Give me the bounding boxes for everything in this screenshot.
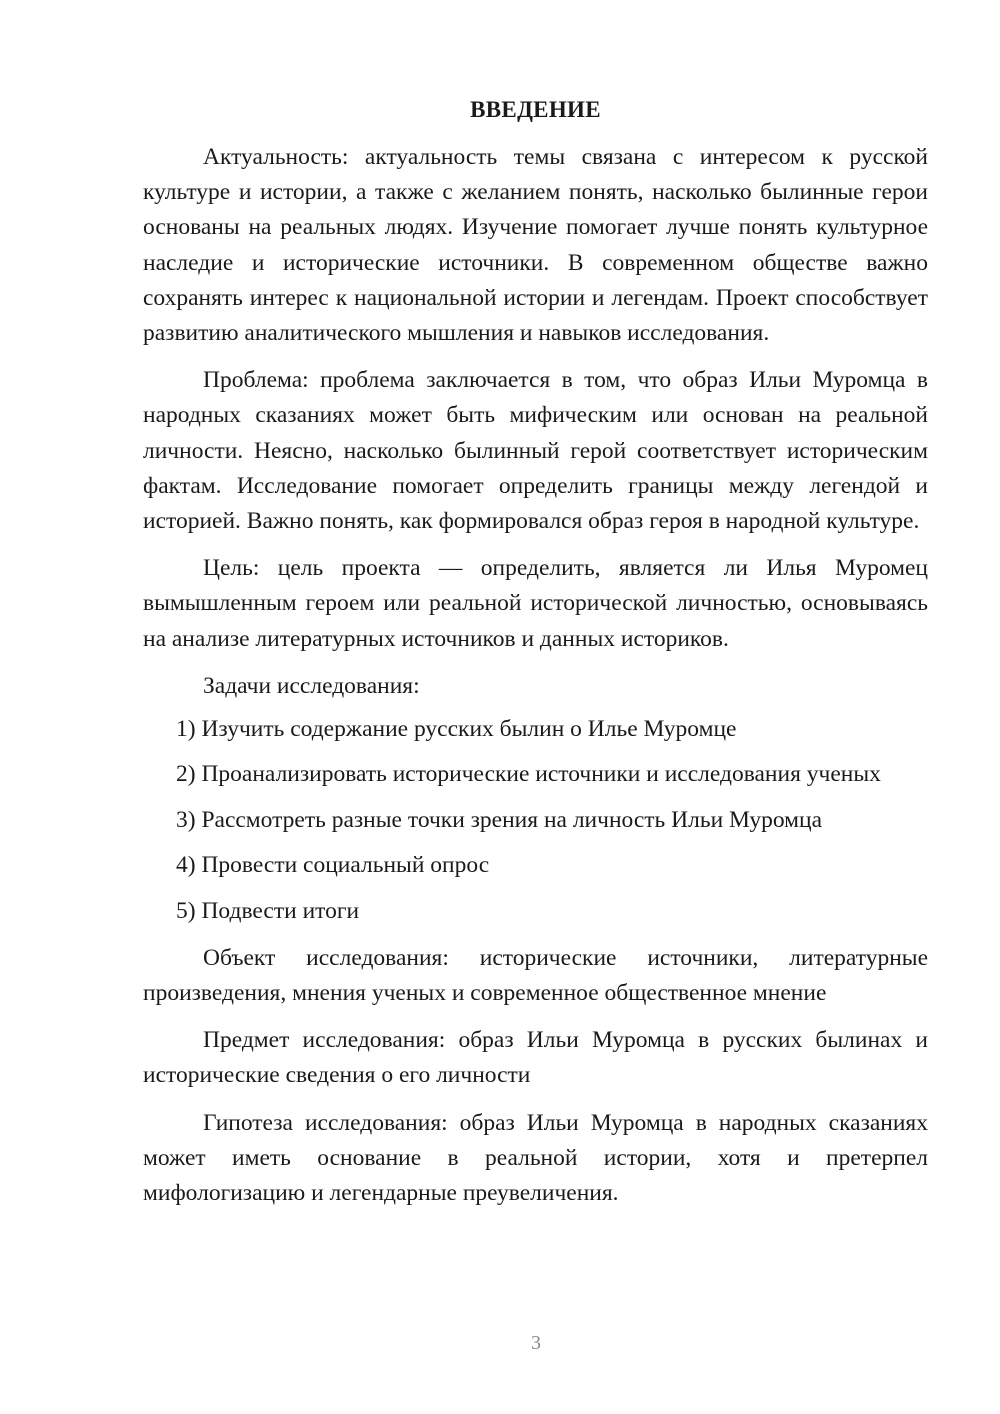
tasks-heading: Задачи исследования: <box>203 672 420 699</box>
task-item: 2) Проанализировать исторические источники и исследования ученых <box>176 761 881 788</box>
task-item: 1) Изучить содержание русских былин о Илье Муромце <box>176 715 737 742</box>
task-item: 3) Рассмотреть разные точки зрения на личность Ильи Муромца <box>176 806 823 833</box>
task-item: 4) Провести социальный опрос <box>176 852 490 879</box>
subject-paragraph: Предмет исследования: образ Ильи Муромца в русских былинах и исторические сведения о его личности <box>143 1027 928 1089</box>
section-title: ВВЕДЕНИЕ <box>470 97 601 122</box>
page-number: 3 <box>531 1332 541 1354</box>
goal-paragraph: Цель: цель проекта — определить, является ли Илья Муромец вымышленным героем или реальной исторической личностью, основываясь на анализе литературных источников и данных историков. <box>143 555 928 652</box>
problem-paragraph: Проблема: проблема заключается в том, что образ Ильи Муромца в народных сказаниях может быть мифическим или основан на реальной личности. Неясно, насколько былинный герой соответствует историческим фактам. Исследование помогает определить границы между легендой и историей. Важно понять, как формировался образ героя в народной культуре. <box>143 367 928 535</box>
task-item: 5) Подвести итоги <box>176 897 360 924</box>
object-paragraph: Объект исследования: исторические источники, литературные произведения, мнения ученых и современное общественное мнение <box>143 944 928 1007</box>
hypothesis-paragraph: Гипотеза исследования: образ Ильи Муромца в народных сказаниях может иметь основание в реальной истории, хотя и претерпел мифологизацию и легендарные преувеличения. <box>143 1109 928 1207</box>
page-content <box>143 92 928 1211</box>
task-list <box>143 712 928 929</box>
relevance-paragraph: Актуальность: актуальность темы связана с интересом к русской культуре и истории, а также с желанием понять, насколько былинные герои основаны на реальных людях. Изучение помогает лучше понять культурное наследие и исторические источники. В современном обществе важно сохранять интерес к национальной истории и легендам. Проект способствует развитию аналитического мышления и навыков исследования. <box>143 144 928 347</box>
